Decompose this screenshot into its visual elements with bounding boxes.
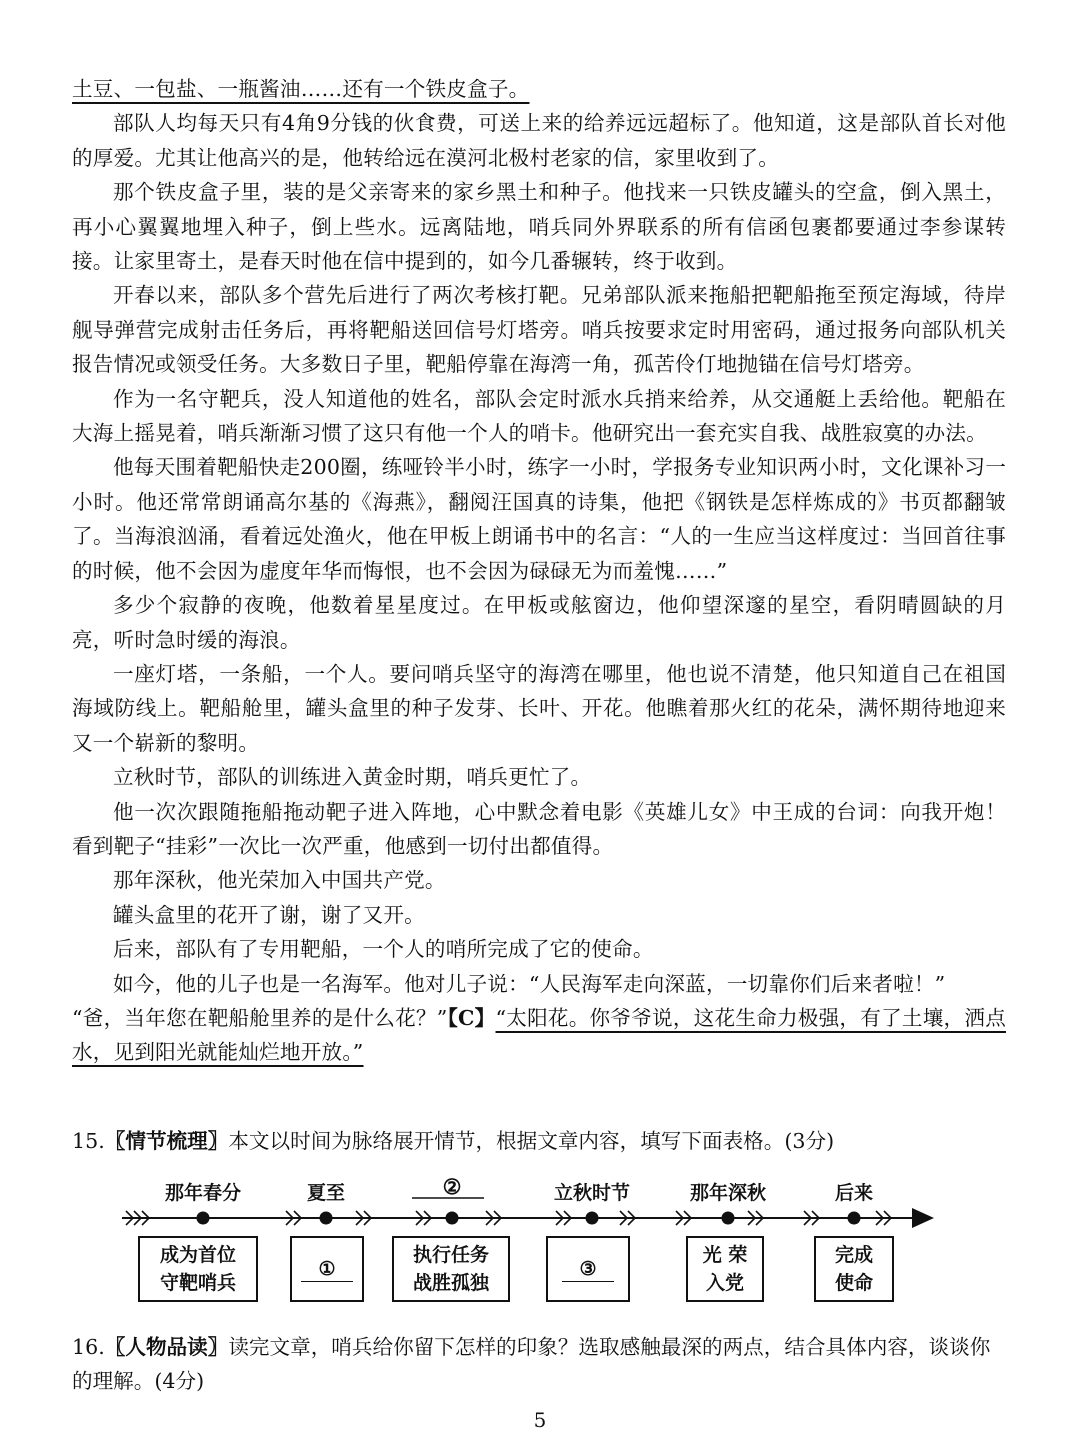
annotation-marker: 【C】	[447, 1005, 496, 1030]
dialogue-answer: “太阳花。你爷爷说，这花生命力极强，有了土壤，洒点水，见到阳光就能灿烂地开放。”	[72, 1005, 1006, 1065]
paragraph: 立秋时节，部队的训练进入黄金时期，哨兵更忙了。	[113, 765, 592, 790]
paragraph: 那个铁皮盒子里，装的是父亲寄来的家乡黑土和种子。他找来一只铁皮罐头的空盒，倒入黑土，再小心翼翼地埋入种子，倒上些水。远离陆地，哨兵同外界联系的所有信函包裹都要通过李参谋转接。让家里寄土，是春天时他在信中提到的，如今几番辗转，终于收到。	[72, 180, 1006, 274]
question-tag: 〖情节梳理〗	[104, 1129, 229, 1153]
paragraph: 土豆、一包盐、一瓶酱油……还有一个铁皮盒子。	[72, 77, 530, 101]
question-16	[72, 1330, 1006, 1399]
timeline-label: 后来	[834, 1182, 873, 1204]
story-text	[72, 72, 1006, 1070]
paragraph: 后来，部队有了专用靶船，一个人的哨所完成了它的使命。	[113, 937, 654, 962]
question-text: 本文以时间为脉络展开情节，根据文章内容，填写下面表格。(3分)	[228, 1129, 835, 1153]
paragraph: 开春以来，部队多个营先后进行了两次考核打靶。兄弟部队派来拖船把靶船拖至预定海域，待岸舰导弹营完成射击任务后，再将靶船送回信号灯塔旁。哨兵按要求定时用密码，通过报务向部队机关报告情况或领受任务。大多数日子里，靶船停靠在海湾一角，孤苦伶仃地抛锚在信号灯塔旁。	[72, 283, 1006, 377]
paragraph: 部队人均每天只有4角9分钱的伙食费，可送上来的给养远远超标了。他知道，这是部队首长对他的厚爱。尤其让他高兴的是，他转给远在漠河北极村老家的信，家里收到了。	[72, 111, 1006, 170]
timeline-blank-2: ②	[442, 1174, 462, 1199]
timeline-label: 那年春分	[164, 1182, 241, 1204]
timeline-box: 光 荣 入党	[686, 1236, 764, 1302]
question-15	[72, 1124, 1006, 1158]
paragraph: 他一次次跟随拖船拖动靶子进入阵地，心中默念着电影《英雄儿女》中王成的台词：向我开炮！看到靶子“挂彩”一次比一次严重，他感到一切付出都值得。	[72, 799, 1006, 858]
paragraph: 罐头盒里的花开了谢，谢了又开。	[113, 902, 425, 927]
last-paragraph	[72, 1001, 1006, 1070]
dialogue-question: “爸，当年您在靶船舱里养的是什么花？”	[72, 1005, 448, 1030]
timeline-blank-1-box: ①	[290, 1236, 364, 1302]
timeline-box: 执行任务 战胜孤独	[392, 1236, 510, 1302]
question-text: 读完文章，哨兵给你留下怎样的印象？选取感触最深的两点，结合具体内容，谈谈你的理解。(4分)	[72, 1335, 991, 1394]
paragraph: 作为一名守靶兵，没人知道他的姓名，部队会定时派水兵捎来给养，从交通艇上丢给他。靶船在大海上摇晃着，哨兵渐渐习惯了这只有他一个人的哨卡。他研究出一套充实自我、战胜寂寞的办法。	[72, 386, 1006, 446]
paragraph: 一座灯塔，一条船，一个人。要问哨兵坚守的海湾在哪里，他也说不清楚，他只知道自己在祖国海域防线上。靶船舱里，罐头盒里的种子发芽、长叶、开花。他瞧着那火红的花朵，满怀期待地迎来又一个崭新的黎明。	[72, 661, 1006, 755]
timeline-box: 成为首位 守靶哨兵	[138, 1236, 258, 1302]
timeline-label: 夏至	[306, 1182, 345, 1204]
plot-timeline	[120, 1168, 950, 1313]
timeline-box: 完成 使命	[814, 1236, 894, 1302]
timeline-label: 立秋时节	[553, 1182, 630, 1204]
paragraph: 那年深秋，他光荣加入中国共产党。	[113, 868, 446, 893]
paragraph: 多少个寂静的夜晚，他数着星星度过。在甲板或舷窗边，他仰望深邃的星空，看阴晴圆缺的月亮，听时急时缓的海浪。	[72, 593, 1006, 652]
timeline-label: 那年深秋	[689, 1182, 766, 1204]
question-number: 16.	[72, 1335, 105, 1359]
question-number: 15.	[72, 1129, 105, 1153]
paragraph: 如今，他的儿子也是一名海军。他对儿子说：“人民海军走向深蓝，一切靠你们后来者啦！”	[113, 971, 946, 996]
timeline-blank-3-box: ③	[546, 1236, 630, 1302]
question-tag: 〖人物品读〗	[104, 1335, 229, 1359]
paragraph: 他每天围着靶船快走200圈，练哑铃半小时，练字一小时，学报务专业知识两小时，文化课补习一小时。他还常常朗诵高尔基的《海燕》，翻阅汪国真的诗集，他把《钢铁是怎样炼成的》书页都翻皱了。当海浪汹涌，看着远处渔火，他在甲板上朗诵书中的名言：“人的一生应当这样度过：当回首往事的时候，他不会因为虚度年华而悔恨，也不会因为碌碌无为而羞愧……”	[72, 455, 1006, 583]
page-number: 5	[533, 1408, 547, 1432]
